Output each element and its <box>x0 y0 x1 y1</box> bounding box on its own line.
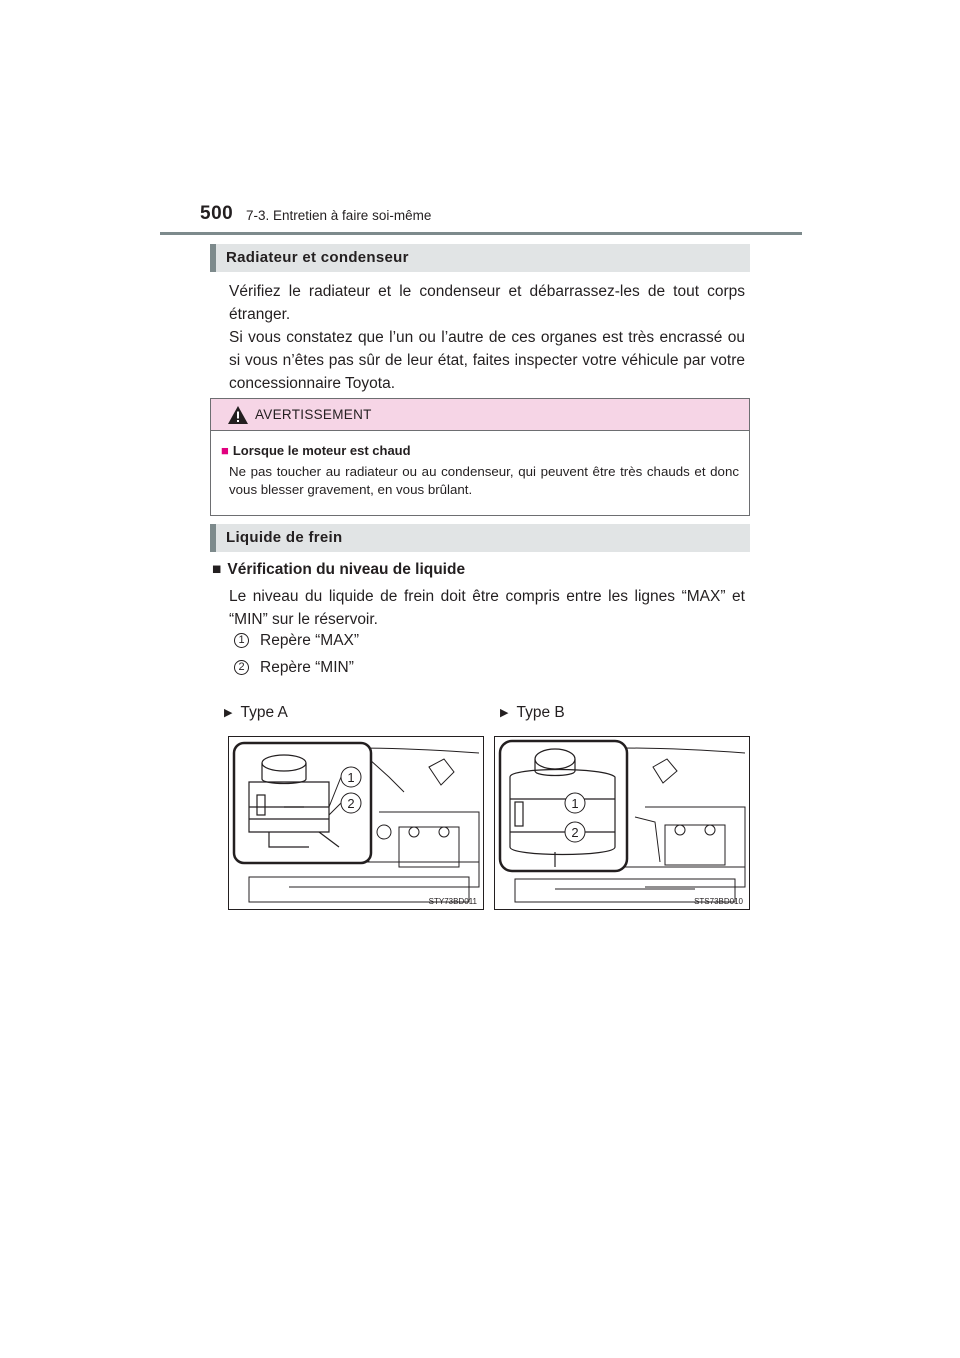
illustration-type-a <box>228 736 484 910</box>
marker-2-b: 2 <box>571 825 579 840</box>
subheading-text: Vérification du niveau de liquide <box>227 561 466 578</box>
engine-bay-drawing <box>229 737 484 910</box>
type-a-label <box>224 704 288 722</box>
legend-text: Repère “MIN” <box>260 659 354 676</box>
square-bullet-icon: ■ <box>221 443 229 458</box>
marker-2-a: 2 <box>347 796 355 811</box>
marker-1-b: 1 <box>571 796 579 811</box>
warning-header <box>211 399 749 431</box>
header-rule <box>160 232 802 235</box>
paragraph-radiateur-inspect: Si vous constatez que l’un ou l’autre de ces organes est très encrassé ou si vous n’êtes pas sûr de leur état, faites inspecter votre véhicule par votre concessionnaire Toyota. <box>229 329 745 393</box>
chapter-title: 7-3. Entretien à faire soi-même <box>246 208 432 223</box>
warning-subheading <box>221 443 411 458</box>
type-label-text: Type A <box>240 704 288 721</box>
subheading-verification <box>212 561 465 579</box>
number-marker: 1 <box>234 633 249 648</box>
engine-bay-drawing <box>495 737 750 910</box>
arrow-right-icon: ▶ <box>500 707 509 719</box>
warning-triangle-icon <box>227 405 249 425</box>
paragraph-radiateur-check: Vérifiez le radiateur et le condenseur et débarrassez-les de tout corps étranger. <box>229 283 745 324</box>
marker-1-a: 1 <box>347 770 355 785</box>
warning-text: Ne pas toucher au radiateur ou au condenseur, qui peuvent être très chauds et donc vous blesser gravement, en vous brûlant. <box>229 464 739 497</box>
paragraph-niveau: Le niveau du liquide de frein doit être compris entre les lignes “MAX” et “MIN” sur le réservoir. <box>229 588 745 629</box>
page-number: 500 <box>200 203 234 224</box>
square-bullet-icon: ■ <box>212 561 222 578</box>
number-marker: 2 <box>234 660 249 675</box>
section-heading-label: Liquide de frein <box>226 529 343 546</box>
section-heading-radiateur <box>210 244 750 272</box>
warning-box <box>210 398 750 516</box>
figure-code: STS73BD010 <box>694 897 743 906</box>
warning-label: AVERTISSEMENT <box>255 407 372 422</box>
type-b-label <box>500 704 565 722</box>
type-label-text: Type B <box>516 704 565 721</box>
legend-text: Repère “MAX” <box>260 632 360 649</box>
arrow-right-icon: ▶ <box>224 707 233 719</box>
section-heading-liquide <box>210 524 750 552</box>
section-heading-label: Radiateur et condenseur <box>226 249 409 266</box>
warning-subheading-text: Lorsque le moteur est chaud <box>232 443 411 458</box>
figure-code: STY73BD011 <box>428 897 477 906</box>
illustration-type-b <box>494 736 750 910</box>
